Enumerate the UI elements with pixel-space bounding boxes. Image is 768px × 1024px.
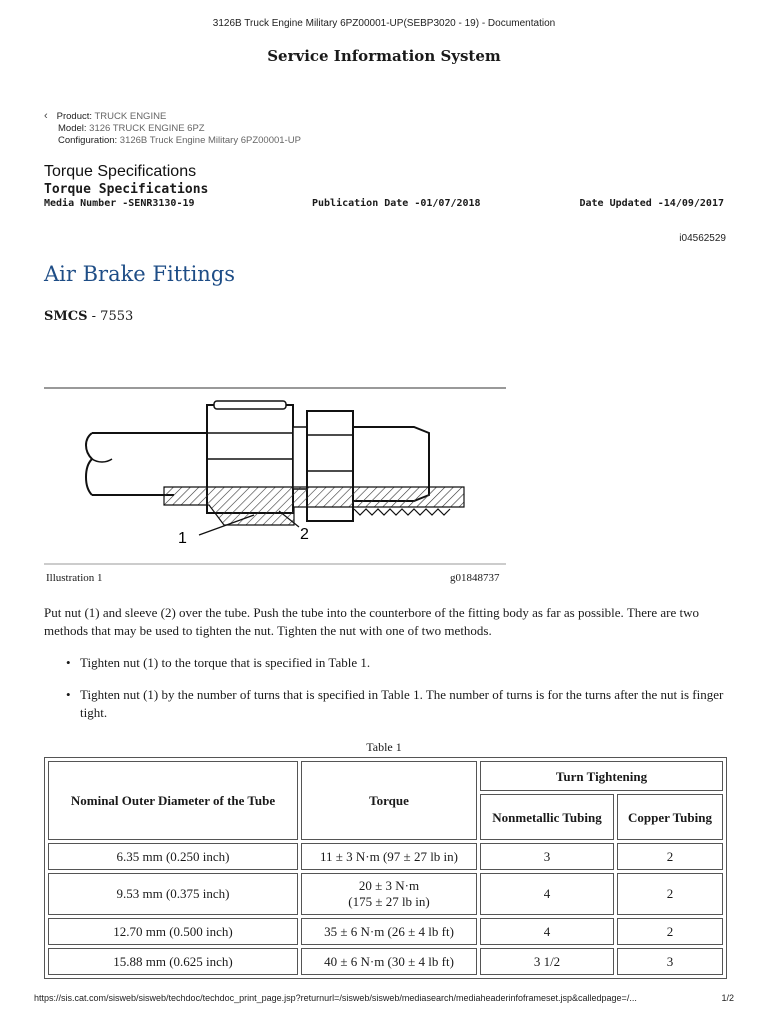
- media-number: Media Number -SENR3130-19: [44, 198, 195, 209]
- smcs-code: [44, 309, 133, 324]
- cell-copper: 2: [617, 918, 723, 945]
- cell-copper: 2: [617, 843, 723, 870]
- product-row: [44, 110, 301, 123]
- cell-torque: 35 ± 6 N·m (26 ± 4 lb ft): [301, 918, 477, 945]
- cell-diameter: 12.70 mm (0.500 inch): [48, 918, 298, 945]
- table-row: [48, 948, 723, 975]
- header-diameter: Nominal Outer Diameter of the Tube: [48, 761, 298, 840]
- tube-outline: [92, 433, 214, 495]
- cell-torque-line2: (175 ± 27 lb in): [348, 894, 430, 909]
- cell-torque: 40 ± 6 N·m (30 ± 4 lb ft): [301, 948, 477, 975]
- cell-torque-line1: 20 ± 3 N·m: [358, 878, 420, 893]
- footer-url[interactable]: https://sis.cat.com/sisweb/sisweb/techdoc/techdoc_print_page.jsp?returnurl=/sisweb/sisweb/mediasearch/mediaheaderinfoframeset.jsp&calledpage=/...: [34, 993, 637, 1003]
- section-title: Torque Specifications: [44, 163, 197, 180]
- cell-diameter: 6.35 mm (0.250 inch): [48, 843, 298, 870]
- cell-diameter: 15.88 mm (0.625 inch): [48, 948, 298, 975]
- table-row: [48, 873, 723, 915]
- cell-nonmetallic: 3 1/2: [480, 948, 614, 975]
- method-list: [44, 654, 734, 736]
- cell-copper: 3: [617, 948, 723, 975]
- thread-teeth: [354, 509, 450, 515]
- product-info: [44, 110, 301, 147]
- model-value: 3126 TRUCK ENGINE 6PZ: [89, 123, 205, 134]
- illustration-id: g01848737: [450, 572, 500, 584]
- cell-torque: 11 ± 3 N·m (97 ± 27 lb in): [301, 843, 477, 870]
- configuration-label: Configuration:: [58, 135, 118, 146]
- back-chevron-icon[interactable]: ‹: [44, 110, 48, 122]
- fitting-illustration: [44, 387, 506, 565]
- cell-torque: [301, 873, 477, 915]
- header-turn-tightening: Turn Tightening: [480, 761, 723, 791]
- document-id: i04562529: [679, 233, 726, 244]
- tube-break: [86, 433, 92, 495]
- table-row: [48, 843, 723, 870]
- cell-nonmetallic: 4: [480, 873, 614, 915]
- footer-page-number: 1/2: [721, 993, 734, 1003]
- list-item: • Tighten nut (1) to the torque that is specified in Table 1.: [44, 654, 734, 672]
- date-updated: Date Updated -14/09/2017: [579, 198, 724, 209]
- smcs-label: SMCS: [44, 309, 88, 324]
- callout-1: 1: [178, 530, 187, 547]
- torque-table: [44, 757, 727, 979]
- document-title: 3126B Truck Engine Military 6PZ00001-UP(SEBP3020 - 19) - Documentation: [212, 18, 556, 29]
- cell-diameter: 9.53 mm (0.375 inch): [48, 873, 298, 915]
- model-row: [44, 123, 301, 135]
- system-title: Service Information System: [267, 47, 501, 65]
- table-caption: Table 1: [366, 740, 402, 754]
- section-subtitle: Torque Specifications: [44, 182, 209, 197]
- table-row: [48, 918, 723, 945]
- configuration-row: [44, 135, 301, 147]
- list-item: • Tighten nut (1) by the number of turns that is specified in Table 1. The number of turns is for the turns after the nut is finger tight.: [44, 686, 734, 722]
- callout-2: 2: [300, 526, 309, 543]
- publication-date: Publication Date -01/07/2018: [312, 198, 481, 209]
- model-label: Model:: [58, 123, 87, 134]
- cell-copper: 2: [617, 873, 723, 915]
- illustration-caption: Illustration 1: [46, 572, 103, 584]
- article-title: Air Brake Fittings: [44, 262, 236, 286]
- header-torque: Torque: [301, 761, 477, 840]
- product-value: TRUCK ENGINE: [94, 111, 167, 122]
- header-nonmetallic: Nonmetallic Tubing: [480, 794, 614, 840]
- header-copper: Copper Tubing: [617, 794, 723, 840]
- cell-nonmetallic: 4: [480, 918, 614, 945]
- configuration-value: 3126B Truck Engine Military 6PZ00001-UP: [119, 135, 301, 146]
- product-label: Product:: [56, 111, 93, 122]
- cell-nonmetallic: 3: [480, 843, 614, 870]
- smcs-value: - 7553: [87, 309, 134, 324]
- instruction-paragraph: Put nut (1) and sleeve (2) over the tube. Push the tube into the counterbore of the fitting body as far as possible. There are two methods that may be used to tighten the nut. Tighten the nut with one of two methods.: [44, 605, 700, 638]
